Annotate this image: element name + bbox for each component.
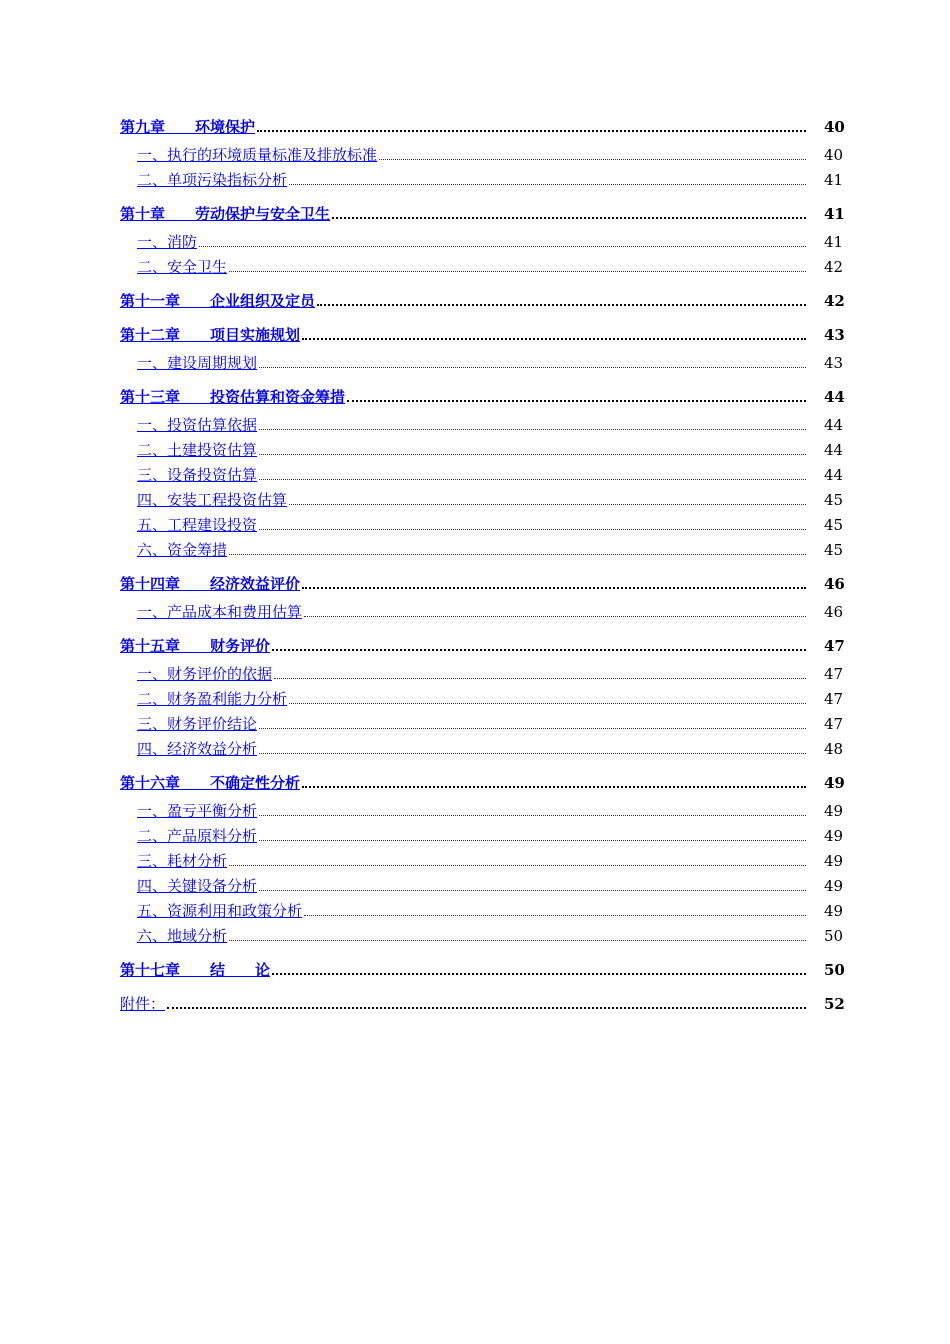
toc-entry-link[interactable]: 六、资金筹措 — [137, 541, 228, 559]
toc-page-number: 50 — [824, 927, 844, 945]
toc-section-entry[interactable] — [120, 870, 844, 895]
toc-page-number: 45 — [824, 541, 844, 559]
table-of-contents — [120, 112, 845, 1013]
toc-chapter-entry[interactable] — [120, 979, 845, 1013]
toc-page-number: 41 — [824, 233, 844, 251]
dot-leader — [259, 479, 806, 480]
dot-leader — [259, 840, 806, 841]
dot-leader — [289, 504, 806, 505]
toc-entry-link[interactable]: 一、消防 — [137, 233, 198, 251]
toc-section-entry[interactable] — [120, 136, 844, 164]
toc-entry-link[interactable]: 五、工程建设投资 — [137, 516, 258, 534]
toc-page-number: 49 — [824, 774, 845, 792]
toc-page-number: 41 — [824, 171, 844, 189]
dot-leader — [259, 753, 806, 754]
toc-page-number: 43 — [824, 326, 845, 344]
dot-leader — [304, 915, 806, 916]
dot-leader — [302, 587, 806, 589]
dot-leader — [259, 728, 806, 729]
dot-leader — [259, 367, 806, 368]
toc-section-entry[interactable] — [120, 820, 844, 845]
toc-section-entry[interactable] — [120, 484, 844, 509]
dot-leader — [229, 271, 806, 272]
toc-entry-link[interactable]: 四、安装工程投资估算 — [137, 491, 288, 509]
dot-leader — [302, 338, 806, 340]
dot-leader — [317, 304, 806, 306]
toc-section-entry[interactable] — [120, 459, 844, 484]
toc-page-number: 44 — [824, 466, 844, 484]
toc-entry-link[interactable]: 二、财务盈利能力分析 — [137, 690, 288, 708]
toc-section-entry[interactable] — [120, 920, 844, 945]
toc-entry-link[interactable]: 第十一章 企业组织及定员 — [120, 292, 316, 310]
toc-page-number: 43 — [824, 354, 844, 372]
dot-leader — [167, 1007, 806, 1009]
dot-leader — [199, 246, 806, 247]
toc-section-entry[interactable] — [120, 593, 844, 621]
toc-section-entry[interactable] — [120, 509, 844, 534]
toc-entry-link[interactable]: 第十章 劳动保护与安全卫生 — [120, 205, 331, 223]
toc-entry-link[interactable]: 一、产品成本和费用估算 — [137, 603, 303, 621]
dot-leader — [259, 454, 806, 455]
toc-page-number: 45 — [824, 516, 844, 534]
toc-chapter-entry[interactable] — [120, 310, 845, 344]
toc-entry-link[interactable]: 附件： — [120, 995, 166, 1013]
toc-entry-link[interactable]: 一、执行的环境质量标准及排放标准 — [137, 146, 378, 164]
toc-entry-link[interactable]: 一、盈亏平衡分析 — [137, 802, 258, 820]
toc-entry-link[interactable]: 六、地域分析 — [137, 927, 228, 945]
toc-section-entry[interactable] — [120, 792, 844, 820]
toc-page-number: 46 — [824, 575, 845, 593]
toc-entry-link[interactable]: 四、关键设备分析 — [137, 877, 258, 895]
toc-page-number: 44 — [824, 441, 844, 459]
toc-page-number: 44 — [824, 388, 845, 406]
toc-entry-link[interactable]: 第十五章 财务评价 — [120, 637, 271, 655]
toc-page-number: 49 — [824, 827, 844, 845]
toc-page-number: 52 — [824, 995, 845, 1013]
dot-leader — [304, 616, 806, 617]
toc-entry-link[interactable]: 四、经济效益分析 — [137, 740, 258, 758]
dot-leader — [272, 649, 806, 651]
toc-entry-link[interactable]: 二、土建投资估算 — [137, 441, 258, 459]
toc-entry-link[interactable]: 一、投资估算依据 — [137, 416, 258, 434]
toc-section-entry[interactable] — [120, 406, 844, 434]
dot-leader — [259, 815, 806, 816]
toc-section-entry[interactable] — [120, 223, 844, 251]
toc-entry-link[interactable]: 第十三章 投资估算和资金筹措 — [120, 388, 346, 406]
toc-page-number: 45 — [824, 491, 844, 509]
toc-chapter-entry[interactable] — [120, 758, 845, 792]
toc-entry-link[interactable]: 第十二章 项目实施规划 — [120, 326, 301, 344]
toc-section-entry[interactable] — [120, 708, 844, 733]
toc-page-number: 42 — [824, 292, 845, 310]
toc-page-number: 49 — [824, 802, 844, 820]
toc-page-number: 48 — [824, 740, 844, 758]
toc-chapter-entry[interactable] — [120, 276, 845, 310]
dot-leader — [259, 890, 806, 891]
toc-entry-link[interactable]: 第十六章 不确定性分析 — [120, 774, 301, 792]
dot-leader — [229, 554, 806, 555]
toc-entry-link[interactable]: 二、安全卫生 — [137, 258, 228, 276]
toc-chapter-entry[interactable] — [120, 189, 845, 223]
toc-entry-link[interactable]: 一、建设周期规划 — [137, 354, 258, 372]
dot-leader — [272, 973, 806, 975]
toc-entry-link[interactable]: 二、单项污染指标分析 — [137, 171, 288, 189]
toc-chapter-entry[interactable] — [120, 559, 845, 593]
toc-section-entry[interactable] — [120, 895, 844, 920]
toc-page-number: 47 — [824, 665, 844, 683]
dot-leader — [259, 529, 806, 530]
toc-entry-link[interactable]: 三、耗材分析 — [137, 852, 228, 870]
toc-entry-link[interactable]: 三、设备投资估算 — [137, 466, 258, 484]
toc-page-number: 40 — [824, 118, 845, 136]
toc-page-number: 44 — [824, 416, 844, 434]
toc-page-number: 49 — [824, 877, 844, 895]
dot-leader — [259, 429, 806, 430]
toc-chapter-entry[interactable] — [120, 372, 845, 406]
dot-leader — [229, 865, 806, 866]
dot-leader — [332, 217, 806, 219]
toc-entry-link[interactable]: 第十七章 结 论 — [120, 961, 271, 979]
dot-leader — [274, 678, 806, 679]
toc-section-entry[interactable] — [120, 164, 844, 189]
dot-leader — [289, 703, 806, 704]
dot-leader — [379, 159, 806, 160]
toc-entry-link[interactable]: 一、财务评价的依据 — [137, 665, 273, 683]
dot-leader — [302, 786, 806, 788]
toc-page-number: 47 — [824, 690, 844, 708]
toc-page-number: 49 — [824, 852, 844, 870]
dot-leader — [289, 184, 806, 185]
toc-section-entry[interactable] — [120, 683, 844, 708]
toc-section-entry[interactable] — [120, 434, 844, 459]
toc-entry-link[interactable]: 第九章 环境保护 — [120, 118, 256, 136]
toc-section-entry[interactable] — [120, 344, 844, 372]
toc-entry-link[interactable]: 第十四章 经济效益评价 — [120, 575, 301, 593]
toc-page-number: 40 — [824, 146, 844, 164]
toc-page-number: 46 — [824, 603, 844, 621]
toc-chapter-entry[interactable] — [120, 945, 845, 979]
toc-entry-link[interactable]: 五、资源利用和政策分析 — [137, 902, 303, 920]
toc-page-number: 49 — [824, 902, 844, 920]
toc-section-entry[interactable] — [120, 534, 844, 559]
toc-entry-link[interactable]: 二、产品原料分析 — [137, 827, 258, 845]
toc-entry-link[interactable]: 三、财务评价结论 — [137, 715, 258, 733]
toc-page-number: 42 — [824, 258, 844, 276]
toc-section-entry[interactable] — [120, 845, 844, 870]
dot-leader — [257, 130, 806, 132]
toc-page-number: 47 — [824, 637, 845, 655]
dot-leader — [347, 400, 806, 402]
toc-chapter-entry[interactable] — [120, 621, 845, 655]
toc-page-number: 50 — [824, 961, 845, 979]
toc-section-entry[interactable] — [120, 733, 844, 758]
toc-section-entry[interactable] — [120, 251, 844, 276]
dot-leader — [229, 940, 806, 941]
toc-page-number: 47 — [824, 715, 844, 733]
toc-section-entry[interactable] — [120, 655, 844, 683]
toc-page-number: 41 — [824, 205, 845, 223]
toc-chapter-entry[interactable] — [120, 112, 845, 136]
